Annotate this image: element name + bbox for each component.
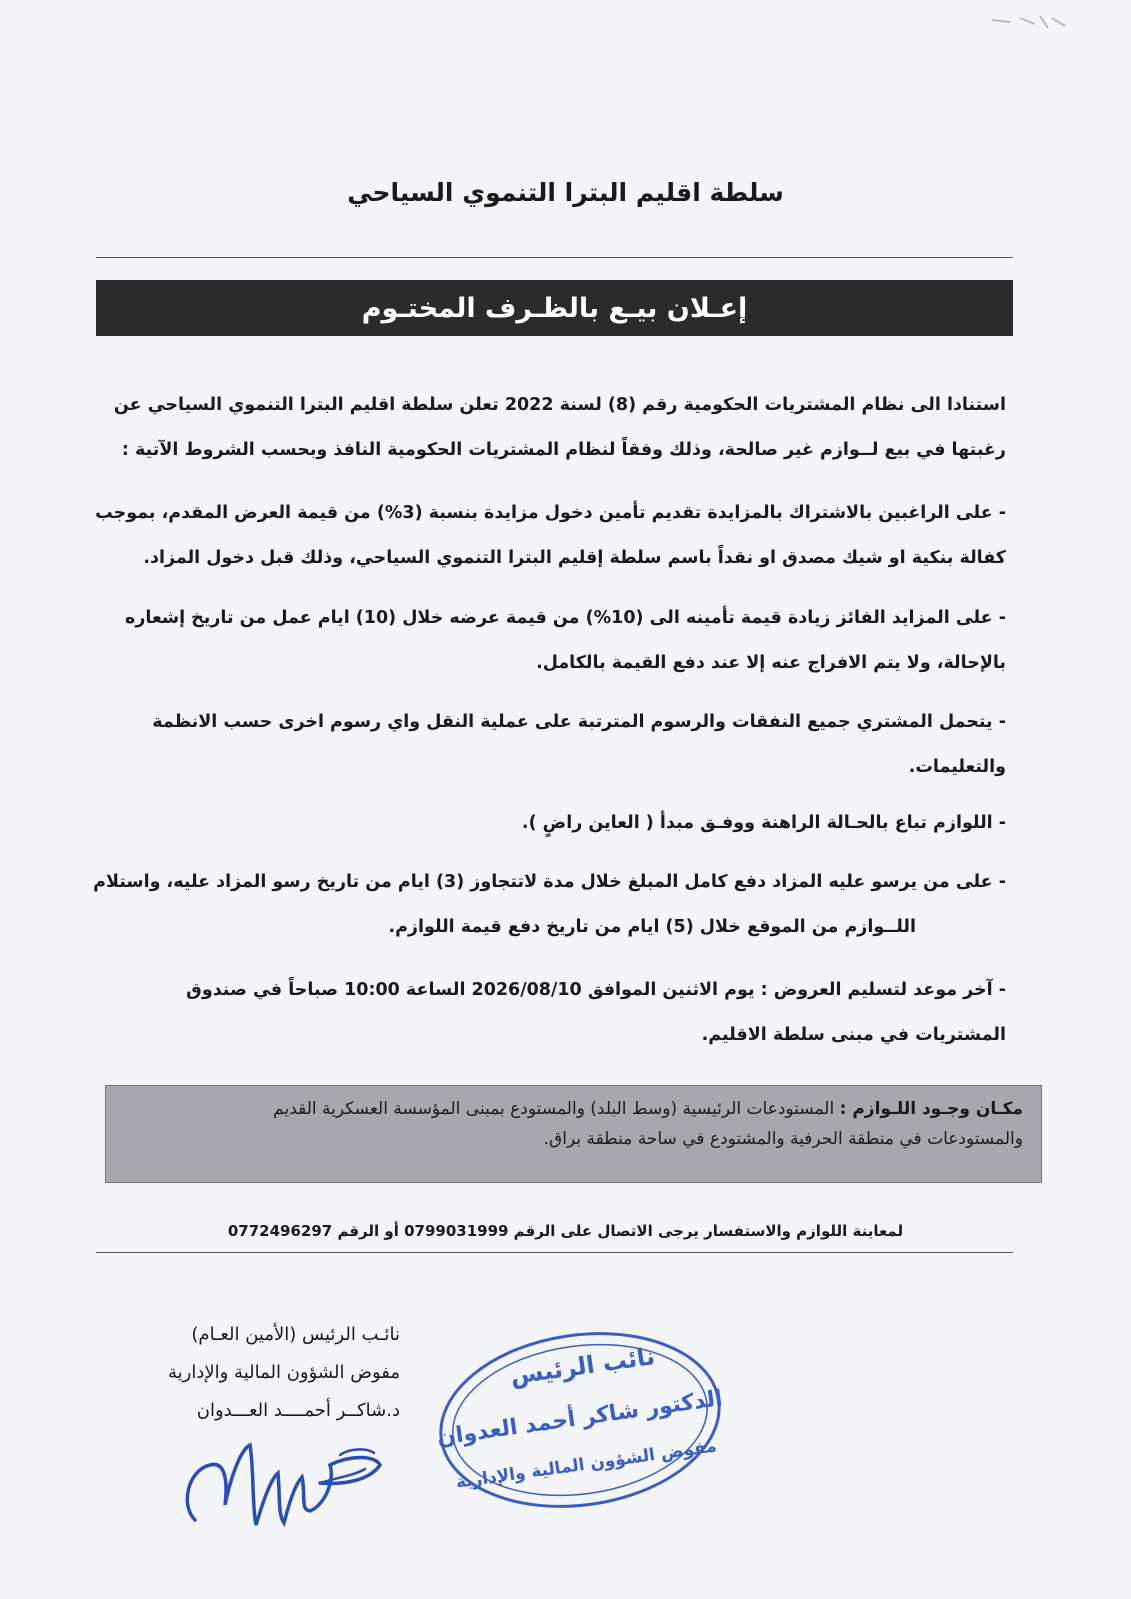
official-stamp — [430, 1325, 730, 1515]
condition-5-line-2: اللــوازم من الموقع خلال (5) ايام من تاريخ دفع قيمة اللوازم. — [388, 917, 916, 937]
intro-line-2: رغبتها في بيع لــوازم غير صالحة، وذلك وفقاً لنظام المشتريات الحكومية النافذ وبحسب الشروط الآتية : — [121, 440, 1006, 460]
condition-2-line-1: - على المزايد الفائز زيادة قيمة تأمينه الى (10%) من قيمة عرضه خلال (10) ايام عمل من تاريخ إشعاره — [125, 608, 1006, 628]
signatory-block — [60, 1316, 400, 1430]
stamp-line-3: مفوض الشؤون المالية والإدارية — [454, 1436, 718, 1493]
location-line-2: والمستودعات في منطقة الحرفية والمشتودع في ساحة منطقة براق. — [543, 1129, 1023, 1149]
announcement-title: إعـلان بيـع بالظـرف المختـوم — [361, 292, 748, 324]
header-divider — [96, 257, 1013, 258]
contact-info: لمعاينة اللوازم والاستفسار يرجى الاتصال على الرقم 0799031999 أو الرقم 0772496297 — [227, 1222, 904, 1240]
stamp-line-2: الدكتور شاكر أحمد العدوان — [435, 1386, 725, 1451]
condition-3-line-1: - يتحمل المشتري جميع النفقات والرسوم المترتبة على عملية النقل واي رسوم اخرى حسب الانظمة — [152, 712, 1006, 732]
condition-3-line-2: والتعليمات. — [908, 757, 1006, 777]
scan-artifact — [990, 8, 1070, 38]
condition-6-line-1: - آخر موعد لتسليم العروض : يوم الاثنين الموافق 2026/08/10 الساعة 10:00 صباحاً في صندوق — [186, 980, 1006, 1000]
condition-4-line-1: - اللوازم تباع بالحـالة الراهنة ووفـق مبدأ ( العاين راضٍ ). — [521, 813, 1006, 833]
intro-line-1: استنادا الى نظام المشتريات الحكومية رقم (8) لسنة 2022 تعلن سلطة اقليم البترا التنموي السياحي عن — [113, 395, 1006, 415]
location-label: مكـان وجـود اللـوازم : — [839, 1099, 1023, 1119]
contact-divider — [96, 1252, 1013, 1253]
condition-5-line-1: - على من يرسو عليه المزاد دفع كامل المبلغ خلال مدة لاتتجاوز (3) ايام من تاريخ رسو المزاد عليه، واستلام — [93, 872, 1006, 892]
announcement-banner — [96, 280, 1013, 336]
signatory-role: مفوض الشؤون المالية والإدارية — [168, 1362, 400, 1383]
condition-1-line-2: كفالة بنكية او شيك مصدق او نقداً باسم سلطة إقليم البترا التنموي السياحي، وذلك قبل دخول المزاد. — [143, 548, 1006, 568]
signatory-name: د.شاكــر أحمــــد العـــدوان — [196, 1400, 400, 1421]
signatory-title: نائـب الرئيس (الأمين العـام) — [191, 1324, 400, 1345]
location-line-1 — [124, 1094, 1023, 1124]
stamp-line-1: نائب الرئيس — [508, 1342, 657, 1391]
condition-6-line-2: المشتريات في مبنى سلطة الاقليم. — [701, 1025, 1006, 1045]
organization-title: سلطة اقليم البترا التنموي السياحي — [347, 178, 784, 207]
location-box — [105, 1085, 1042, 1183]
condition-1-line-1: - على الراغبين بالاشتراك بالمزايدة تقديم تأمين دخول مزايدة بنسبة (3%) من قيمة العرض المقدم، بموجب — [95, 503, 1006, 523]
handwritten-signature — [170, 1425, 390, 1545]
condition-2-line-2: بالإحالة، ولا يتم الافراج عنه إلا عند دفع القيمة بالكامل. — [536, 653, 1006, 673]
location-text-1: المستودعات الرئيسية (وسط البلد) والمستودع بمبنى المؤسسة العسكرية القديم — [273, 1099, 835, 1119]
